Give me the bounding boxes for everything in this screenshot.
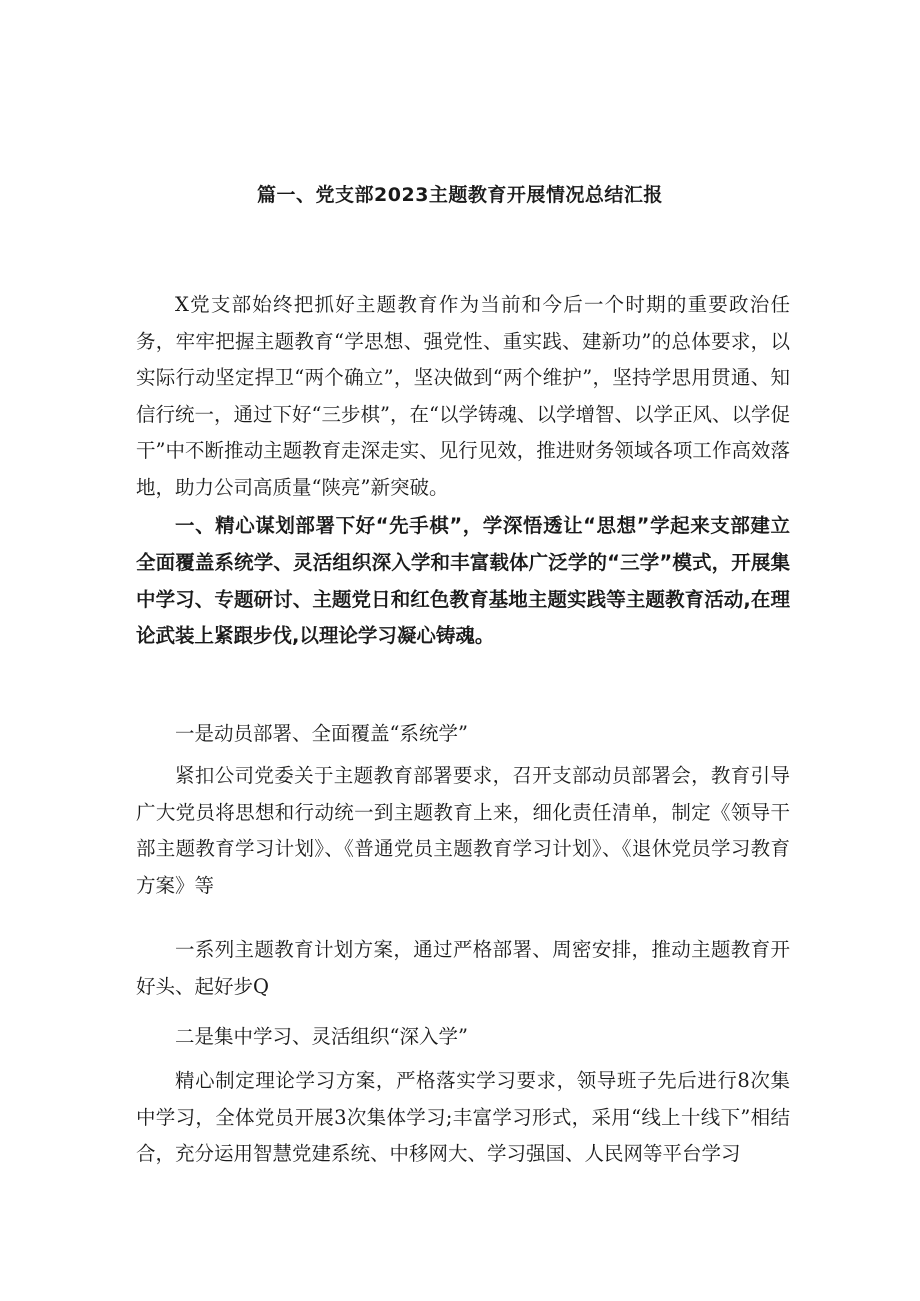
section-one-heading-paragraph: 一、精心谋划部署下好“先手棋”，学深悟透让“思想”学起来支部建立全面覆盖系统学、灵活组织深入学和丰富载体广泛学的“三学”模式，开展集中学习、专题研讨、主题党日和红色教育基地主题实践等主题教育活动,在理论武装上紧跟步伐,以理论学习凝心铸魂。 [136, 514, 790, 648]
intro-paragraph: X党支部始终把抓好主题教育作为当前和今后一个时期的重要政治任务，牢牢把握主题教育“学思想、强党性、重实践、建新功”的总体要求，以实际行动坚定捍卫“两个确立”，坚决做到“两个维护”，坚持学思用贯通、知信行统一，通过下好“三步棋”，在“以学铸魂、以学增智、以学正风、以学促干”中不断推动主题教育走深走实、见行见效，推进财务领域各项工作高效落地，助力公司高质量“陕亮”新突破。 [136, 293, 790, 499]
subsection-one-continuation: 一系列主题教育计划方案，通过严格部署、周密安排，推动主题教育开好头、起好步Q [136, 938, 790, 998]
subsection-two-paragraph: 精心制定理论学习方案，严格落实学习要求，领导班子先后进行8次集中学习，全体党员开展3次集体学习;丰富学习形式，采用“线上十线下”相结合，充分运用智慧党建系统、中移网大、学习强国、人民网等平台学习 [136, 1069, 790, 1166]
subsection-one-paragraph: 紧扣公司党委关于主题教育部署要求，召开支部动员部署会，教育引导广大党员将思想和行动统一到主题教育上来，细化责任清单，制定《领导干部主题教育学习计划》、《普通党员主题教育学习计划》、《退休党员学习教育方案》等 [136, 764, 790, 897]
subheading-two: 二是集中学习、灵活组织“深入学” [175, 1025, 468, 1048]
subheading-one: 一是动员部署、全面覆盖“系统学” [175, 722, 468, 745]
document-title: 篇一、党支部2023主题教育开展情况总结汇报 [257, 184, 663, 206]
